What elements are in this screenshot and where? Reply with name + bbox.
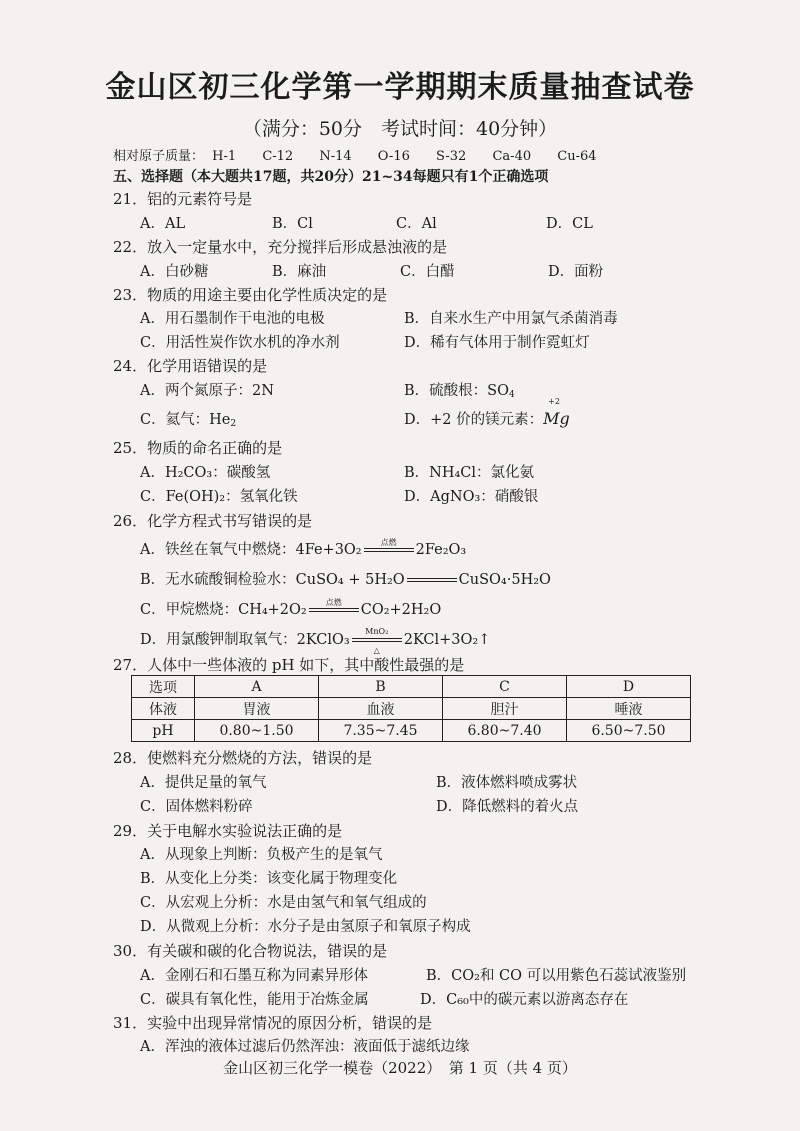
question-23-stem: 23．物质的用途主要由化学性质决定的是 [113,286,388,304]
question-28-option-d: D．降低燃料的着火点 [436,799,579,815]
atomic-mass-cu: Cu-64 [557,149,597,164]
question-23-option-b: B．自来水生产中用氯气杀菌消毒 [404,311,618,327]
question-22-option-c: C．白醋 [400,264,455,280]
table-cell: 6.50~7.50 [567,720,691,742]
question-31-stem: 31．实验中出现异常情况的原因分析，错误的是 [113,1014,433,1032]
question-22-stem: 22．放入一定量水中，充分搅拌后形成悬浊液的是 [113,238,448,256]
question-28-option-c: C．固体燃料粉碎 [140,799,253,815]
question-26-option-c: C．甲烷燃烧：CH₄+2O₂ 点燃 CO₂+2H₂O [140,598,442,618]
question-24-option-d: D．+2 价的镁元素： +2 Mg [404,397,570,428]
question-21-stem: 21．铝的元素符号是 [113,190,253,208]
table-cell: C [443,676,567,698]
question-24-stem: 24．化学用语错误的是 [113,357,268,375]
question-24-option-a: A．两个氮原子：2N [140,383,274,399]
question-29-option-a: A．从现象上判断：负极产生的是氧气 [140,847,383,863]
question-23-option-c: C．用活性炭作饮水机的净水剂 [140,335,340,351]
reaction-condition-arrow: 点燃 [362,548,416,552]
question-23-option-a: A．用石墨制作干电池的电极 [140,311,325,327]
exam-info: （满分：50分 考试时间：40分钟） [242,118,558,140]
table-cell: 体液 [132,698,195,720]
reaction-condition-arrow: 点燃 [307,608,361,612]
question-29-option-d: D．从微观上分析：水分子是由氢原子和氧原子构成 [140,919,471,935]
magnesium-valence-symbol: +2 Mg [543,397,570,428]
atomic-mass-s: S-32 [436,149,467,164]
question-28-stem: 28．使燃料充分燃烧的方法，错误的是 [113,749,373,767]
question-22-option-a: A．白砂糖 [140,264,209,280]
question-21-option-d: D．CL [546,216,593,232]
question-26-option-a: A．铁丝在氧气中燃烧：4Fe+3O₂ 点燃 2Fe₂O₃ [140,538,467,558]
question-31-option-a: A．浑浊的液体过滤后仍然浑浊：液面低于滤纸边缘 [140,1039,470,1055]
table-row [132,676,691,698]
question-30-stem: 30．有关碳和碳的化合物说法，错误的是 [113,942,388,960]
question-23-option-d: D．稀有气体用于制作霓虹灯 [404,335,590,351]
page-footer: 金山区初三化学一模卷（2022） 第 1 页（共 4 页） [223,1059,577,1077]
section-heading: 五、选择题（本大题共17题，共20分）21~34每题只有1个正确选项 [113,169,549,185]
table-cell: 胃液 [195,698,319,720]
question-26-stem: 26．化学方程式书写错误的是 [113,512,313,530]
question-29-option-c: C．从宏观上分析：水是由氢气和氧气组成的 [140,895,427,911]
atomic-mass-label: 相对原子质量： [113,149,205,164]
table-cell: D [567,676,691,698]
question-25-option-a: A．H₂CO₃：碳酸氢 [140,465,271,481]
question-27-stem: 27．人体中一些体液的 pH 如下，其中酸性最强的是 [113,656,465,674]
table-cell: 6.80~7.40 [443,720,567,742]
question-30-option-d: D．C₆₀中的碳元素以游离态存在 [420,992,629,1008]
page-title: 金山区初三化学第一学期期末质量抽查试卷 [105,70,695,105]
reaction-equals-arrow [405,578,459,582]
table-cell: 7.35~7.45 [319,720,443,742]
table-cell: A [195,676,319,698]
table-row [132,720,691,742]
table-cell: 0.80~1.50 [195,720,319,742]
table-row [132,698,691,720]
question-22-option-b: B．麻油 [272,264,327,280]
question-29-stem: 29．关于电解水实验说法正确的是 [113,822,343,840]
question-21-option-a: A．AL [140,216,186,232]
question-25-stem: 25．物质的命名正确的是 [113,439,283,457]
atomic-mass-ca: Ca-40 [492,149,532,164]
atomic-mass-c: C-12 [262,149,294,164]
table-cell: 唾液 [567,698,691,720]
question-22-option-d: D．面粉 [548,264,604,280]
question-26-option-b: B．无水硫酸铜检验水：CuSO₄ + 5H₂O CuSO₄·5H₂O [140,572,551,588]
table-cell: B [319,676,443,698]
ph-table [131,675,691,742]
question-24-option-c: C．氦气：$He_2$ [140,412,237,429]
question-26-option-d: D．用氯酸钾制取氧气：2KClO₃ MnO₂ △ 2KCl+3O₂↑ [140,627,491,655]
question-21-option-b: B．Cl [272,216,313,232]
table-cell: 血液 [319,698,443,720]
question-30-option-c: C．碳具有氧化性，能用于冶炼金属 [140,992,369,1008]
question-25-option-d: D．AgNO₃：硝酸银 [404,489,539,505]
question-30-option-a: A．金刚石和石墨互称为同素异形体 [140,968,368,984]
question-28-option-b: B．液体燃料喷成雾状 [436,775,578,791]
question-28-option-a: A．提供足量的氧气 [140,775,267,791]
question-21-option-c: C．Al [396,216,437,232]
question-25-option-c: C．Fe(OH)₂：氢氧化铁 [140,489,298,505]
question-24-option-b: B．硫酸根：$SO_4$ [404,383,515,400]
atomic-mass-line [113,145,619,164]
table-cell: 选项 [132,676,195,698]
atomic-mass-n: N-14 [319,149,352,164]
question-29-option-b: B．从变化上分类：该变化属于物理变化 [140,871,398,887]
table-cell: 胆汁 [443,698,567,720]
atomic-mass-h: H-1 [212,149,237,164]
atomic-mass-o: O-16 [377,149,410,164]
table-cell: pH [132,720,195,742]
question-25-option-b: B．NH₄Cl：氯化氨 [404,465,535,481]
reaction-catalyst-arrow: MnO₂ △ [350,638,404,642]
question-30-option-b: B．CO₂和 CO 可以用紫色石蕊试液鉴别 [426,968,687,984]
